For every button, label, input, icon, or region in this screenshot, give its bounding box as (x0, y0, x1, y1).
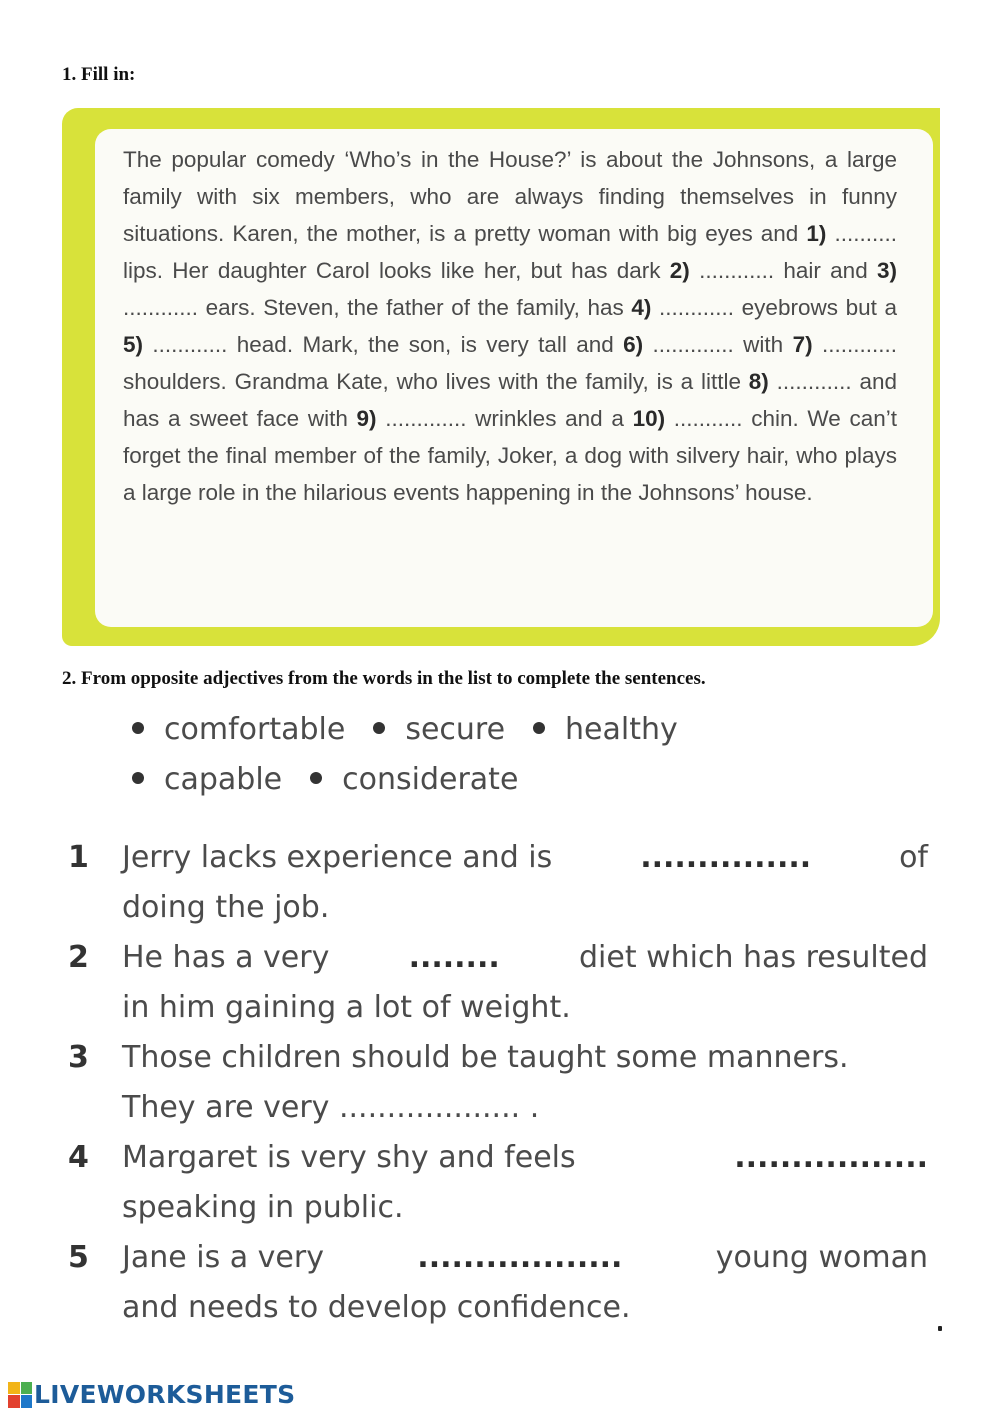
sentence-number: 4 (68, 1140, 89, 1175)
word-item: comfortable (164, 712, 346, 747)
liveworksheets-icon (8, 1382, 32, 1408)
sentence-number: 5 (68, 1240, 89, 1275)
blank-number: 1) (806, 221, 827, 246)
story-segment: The popular comedy ‘Who’s in the House?’ is about the Johnsons, a large family with six members, who are always finding themselves in funny situations. Karen, the mother, is a pretty woman with big eyes and (123, 147, 897, 246)
sentence-number: 3 (68, 1040, 89, 1075)
story-segment: ........... chin. We can’t forget the final member of the family, Joker, a dog with silvery hair, who plays a large role in the hilarious events happening in the Johnsons’ house. (123, 406, 897, 505)
bullet-icon (373, 722, 385, 734)
blank-number: 3) (876, 258, 897, 283)
blank-number: 2) (669, 258, 690, 283)
task1-heading: 1. Fill in: (62, 64, 136, 85)
story-segment: .......... lips. Her daughter Carol looks like her, but has dark (123, 221, 897, 283)
sentence-text: He has a very (122, 940, 330, 975)
sentence-continuation: in him gaining a lot of weight. (122, 990, 571, 1025)
sentence-text: diet which has resulted (578, 940, 928, 975)
answer-blank[interactable]: ............... (640, 840, 812, 875)
bullet-icon (132, 722, 144, 734)
bullet-icon (132, 772, 144, 784)
story-segment: ............ eyebrows but a (651, 295, 897, 320)
sentence-line (122, 940, 928, 975)
blank-number: 9) (356, 406, 377, 431)
sentence-line (122, 1040, 928, 1075)
bullet-icon (533, 722, 545, 734)
blank-number: 8) (748, 369, 769, 394)
sentence-line (122, 840, 928, 875)
sentence-text: Jerry lacks experience and is (122, 840, 553, 875)
story-segment: ............. wrinkles and a (376, 406, 633, 431)
sentence-text: young woman (715, 1240, 928, 1275)
speck-mark (938, 1326, 942, 1331)
answer-blank[interactable]: ................. (734, 1140, 928, 1175)
blank-number: 4) (631, 295, 652, 320)
word-item: considerate (342, 762, 519, 797)
bullet-icon (310, 772, 322, 784)
word-list-row-1 (132, 712, 706, 747)
word-list-row-2 (132, 762, 546, 797)
logo-square (21, 1382, 33, 1395)
brand-text: LIVEWORKSHEETS (34, 1380, 296, 1409)
story-segment: ............ shoulders. Grandma Kate, who lives with the family, is a little (123, 332, 897, 394)
sentence-number: 2 (68, 940, 89, 975)
sentence-text: of (899, 840, 928, 875)
sentence-number: 1 (68, 840, 89, 875)
sentence-continuation: doing the job. (122, 890, 330, 925)
story-segment: ............ hair and (689, 258, 877, 283)
blank-number: 10) (632, 406, 666, 431)
sentence-continuation: speaking in public. (122, 1190, 404, 1225)
story-text (123, 141, 897, 511)
logo-square (8, 1382, 20, 1395)
story-segment: ............ head. Mark, the son, is very tall and (143, 332, 624, 357)
sentence-continuation: and needs to develop confidence. (122, 1290, 631, 1325)
sentence-text: Those children should be taught some manners. (122, 1040, 849, 1075)
blank-number: 7) (792, 332, 813, 357)
sentence-continuation: They are very ................... . (122, 1090, 540, 1125)
task2-heading: 2. From opposite adjectives from the words in the list to complete the sentences. (62, 668, 706, 689)
logo-square (8, 1395, 20, 1408)
story-segment: ............ ears. Steven, the father of the family, has (123, 295, 632, 320)
sentence-line (122, 1140, 928, 1175)
answer-blank[interactable]: ........ (408, 940, 500, 975)
word-item: capable (164, 762, 283, 797)
logo-square (21, 1395, 33, 1408)
story-segment: ............ and has a sweet face with (123, 369, 897, 431)
sentence-text: Margaret is very shy and feels (122, 1140, 576, 1175)
sentence-line (122, 1240, 928, 1275)
answer-blank[interactable]: .................. (417, 1240, 623, 1275)
story-segment: ............. with (643, 332, 793, 357)
blank-number: 5) (123, 332, 144, 357)
blank-number: 6) (623, 332, 644, 357)
liveworksheets-logo (8, 1380, 295, 1409)
word-item: secure (405, 712, 506, 747)
sentence-text: Jane is a very (122, 1240, 324, 1275)
word-item: healthy (565, 712, 678, 747)
